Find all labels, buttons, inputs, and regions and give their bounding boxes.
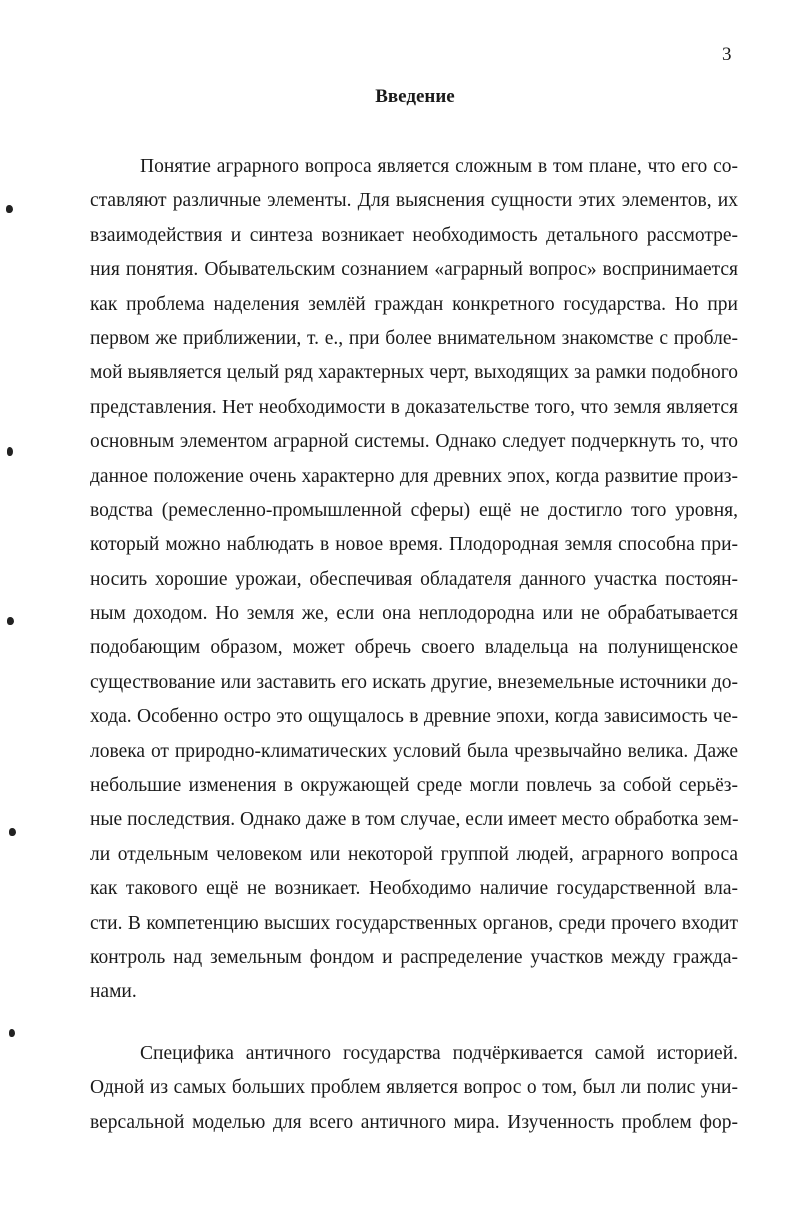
scan-mark [6, 205, 13, 213]
text-line: водства (ремесленно-промышленной сферы) ещё не достигло того уровня, [90, 499, 738, 521]
text-line: сти. В компетенцию высших государственных органов, среди прочего входит [90, 912, 738, 934]
text-line: ловека от природно-климатических условий была чрезвычайно велика. Даже [90, 740, 738, 762]
text-line: мой выявляется целый ряд характерных черт, выходящих за рамки подобного [90, 362, 738, 384]
scan-mark [7, 447, 13, 456]
text-line: как проблема наделения землёй граждан конкретного государства. Но при [90, 293, 738, 315]
page-number: 3 [722, 44, 732, 65]
text-line: подобающим образом, может обречь своего владельца на полунищенское [90, 637, 738, 659]
text-line: Одной из самых больших проблем является вопрос о том, был ли полис уни- [90, 1077, 738, 1099]
text-line: который можно наблюдать в новое время. Плодородная земля способна при- [90, 534, 738, 556]
text-line: существование или заставить его искать другие, внеземельные источники до- [90, 671, 738, 693]
text-line: первом же приближении, т. е., при более внимательном знакомстве с пробле- [90, 327, 738, 349]
text-line: носить хорошие урожаи, обеспечивая обладателя данного участка постоян- [90, 568, 738, 590]
text-line: как такового ещё не возникает. Необходимо наличие государственной вла- [90, 878, 738, 900]
text-line: небольшие изменения в окружающей среде могли повлечь за собой серьёз- [90, 775, 738, 797]
text-line: ли отдельным человеком или некоторой группой людей, аграрного вопроса [90, 843, 738, 865]
text-line: ставляют различные элементы. Для выяснения сущности этих элементов, их [90, 190, 738, 212]
paragraph-2 [90, 1037, 738, 1140]
section-title: Введение [375, 86, 455, 107]
text-line: Специфика античного государства подчёркивается самой историей. [140, 1043, 738, 1064]
text-line: ным доходом. Но земля же, если она неплодородна или не обрабатывается [90, 603, 738, 625]
scan-mark [7, 617, 14, 625]
text-line: хода. Особенно остро это ощущалось в древние эпохи, когда зависимость че- [90, 706, 738, 728]
text-line: данное положение очень характерно для древних эпох, когда развитие произ- [90, 465, 738, 487]
text-line: контроль над земельным фондом и распределение участков между гражда- [90, 946, 738, 968]
text-line: основным элементом аграрной системы. Однако следует подчеркнуть то, что [90, 431, 738, 453]
scan-mark [9, 828, 16, 836]
text-line: взаимодействия и синтеза возникает необходимость детального рассмотре- [90, 224, 738, 246]
text-line: нами. [90, 981, 137, 1003]
text-line: версальной моделью для всего античного мира. Изученность проблем фор- [90, 1111, 738, 1133]
text-line: представления. Нет необходимости в доказательстве того, что земля является [90, 396, 738, 418]
text-line: ния понятия. Обывательским сознанием «аграрный вопрос» воспринимается [90, 259, 738, 281]
paragraph-1 [90, 150, 738, 1010]
text-line: Понятие аграрного вопроса является сложным в том плане, что его со- [140, 156, 738, 177]
text-line: ные последствия. Однако даже в том случае, если имеет место обработка зем- [90, 809, 739, 831]
scan-mark [9, 1029, 15, 1037]
